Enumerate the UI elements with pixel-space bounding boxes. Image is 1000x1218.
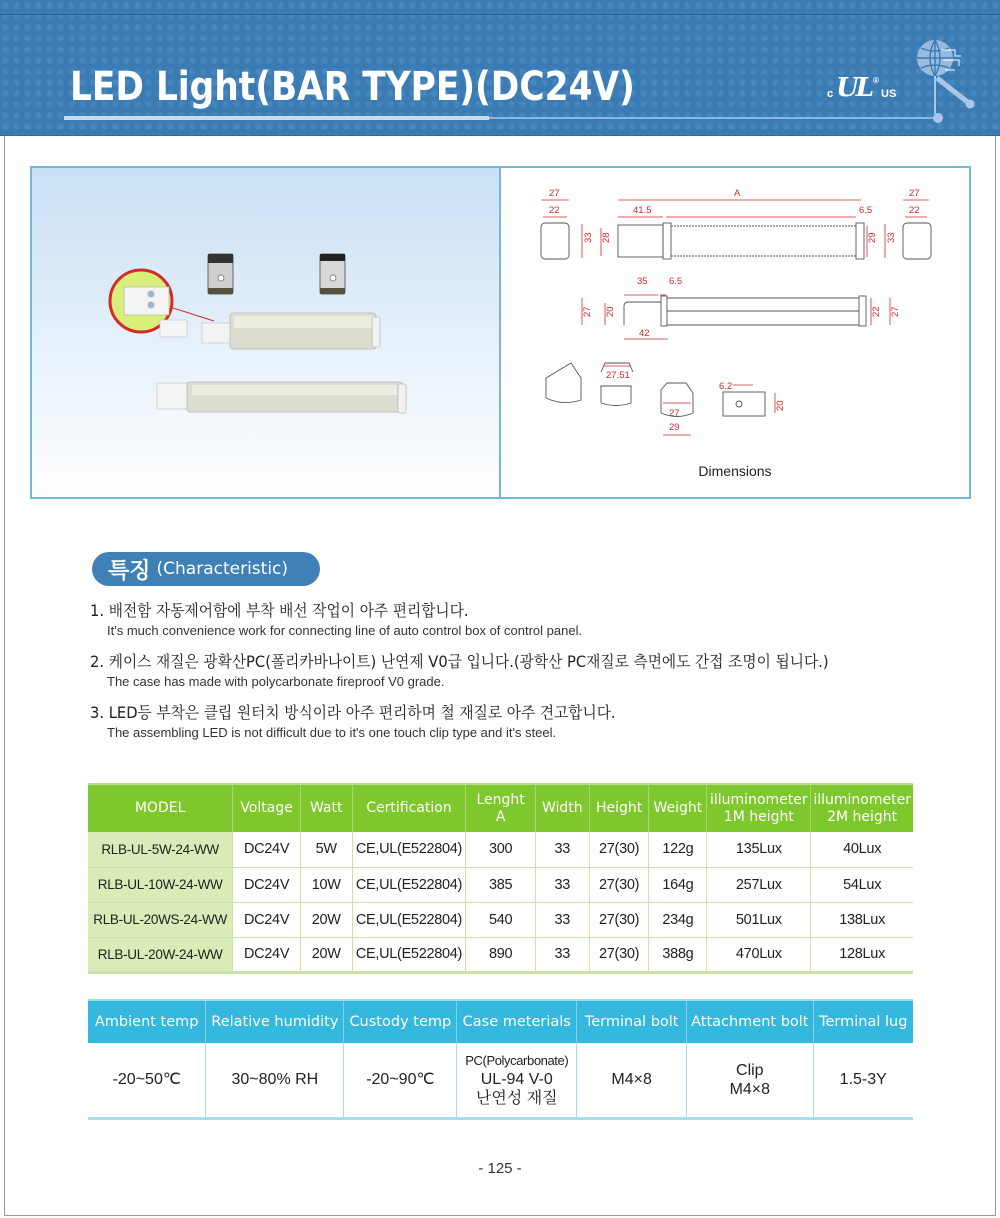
cell-height: 27(30) xyxy=(589,902,649,937)
cell-model: RLB-UL-20WS-24-WW xyxy=(88,902,233,937)
table-row xyxy=(88,937,913,972)
characteristic-item xyxy=(90,651,950,690)
cell-model: RLB-UL-5W-24-WW xyxy=(88,832,233,867)
cell-certification: CE,UL(E522804) xyxy=(352,937,466,972)
table-row xyxy=(88,902,913,937)
cell-illuminometer-2m: 138Lux xyxy=(811,902,913,937)
cell-voltage: DC24V xyxy=(233,937,301,972)
svg-text:27: 27 xyxy=(909,188,920,199)
svg-text:22: 22 xyxy=(909,205,920,216)
cell-height: 27(30) xyxy=(589,832,649,867)
cell-illuminometer-1m: 257Lux xyxy=(707,867,811,902)
cell-terminal-lug: 1.5-3Y xyxy=(813,1043,913,1118)
svg-text:20: 20 xyxy=(605,306,616,317)
cell-height: 27(30) xyxy=(589,937,649,972)
svg-text:27: 27 xyxy=(890,306,901,317)
page-title: LED Light(BAR TYPE)(DC24V) xyxy=(70,64,635,110)
dimensions-diagram xyxy=(500,166,971,499)
column-header-illuminometer-1m: illuminometer 1M height xyxy=(707,784,811,832)
column-header-custody-temp: Custody temp xyxy=(344,1000,457,1043)
column-header-length: Lenght A xyxy=(466,784,536,832)
column-header-case-materials: Case meterials xyxy=(457,1000,577,1043)
cell-length: 890 xyxy=(466,937,536,972)
cell-certification: CE,UL(E522804) xyxy=(352,902,466,937)
cell-height: 27(30) xyxy=(589,867,649,902)
cell-certification: CE,UL(E522804) xyxy=(352,867,466,902)
characteristic-item-en: The case has made with polycarbonate fireproof V0 grade. xyxy=(107,674,445,689)
cell-ambient-temp: -20~50℃ xyxy=(88,1043,206,1118)
svg-text:33: 33 xyxy=(583,232,594,243)
column-header-height: Height xyxy=(589,784,649,832)
environment-table-header xyxy=(88,1000,913,1043)
svg-text:29: 29 xyxy=(669,422,680,433)
cell-watt: 10W xyxy=(300,867,352,902)
cell-watt: 5W xyxy=(300,832,352,867)
cell-watt: 20W xyxy=(300,937,352,972)
cell-terminal-bolt: M4×8 xyxy=(577,1043,687,1118)
cell-model: RLB-UL-20W-24-WW xyxy=(88,937,233,972)
page-number: - 125 - xyxy=(478,1160,522,1177)
characteristic-item xyxy=(90,600,950,639)
svg-text:41.5: 41.5 xyxy=(633,205,652,216)
column-header-weight: Weight xyxy=(649,784,707,832)
characteristic-item-ko: 2. 케이스 재질은 광확산PC(폴리카바나이트) 난연제 V0급 입니다.(광학산 PC재질로 측면에도 간접 조명이 됩니다.) xyxy=(90,652,829,671)
column-header-terminal-lug: Terminal lug xyxy=(813,1000,913,1043)
cell-width: 33 xyxy=(535,832,589,867)
column-header-voltage: Voltage xyxy=(233,784,301,832)
cell-illuminometer-1m: 135Lux xyxy=(707,832,811,867)
svg-text:A: A xyxy=(734,188,741,199)
svg-text:22: 22 xyxy=(871,306,882,317)
cell-weight: 122g xyxy=(649,832,707,867)
cell-illuminometer-1m: 501Lux xyxy=(707,902,811,937)
ul-mark-logo: UL xyxy=(836,73,872,103)
cell-illuminometer-2m: 40Lux xyxy=(811,832,913,867)
cell-custody-temp: -20~90℃ xyxy=(344,1043,457,1118)
dimension-drawing xyxy=(501,168,971,458)
svg-text:6.5: 6.5 xyxy=(669,276,683,287)
cell-case-materials xyxy=(457,1043,577,1118)
dimensions-caption: Dimensions xyxy=(698,463,772,479)
cell-illuminometer-1m: 470Lux xyxy=(707,937,811,972)
ul-mark-prefix: c xyxy=(827,88,834,100)
spec-table-header xyxy=(88,784,913,832)
cell-relative-humidity: 30~80% RH xyxy=(206,1043,344,1118)
case-material-line: PC(Polycarbonate) xyxy=(465,1053,569,1069)
column-header-watt: Watt xyxy=(300,784,352,832)
cell-watt: 20W xyxy=(300,902,352,937)
column-header-terminal-bolt: Terminal bolt xyxy=(577,1000,687,1043)
characteristic-item-ko: 1. 배전함 자동제어함에 부착 배선 작업이 아주 편리합니다. xyxy=(90,601,469,620)
table-row xyxy=(88,867,913,902)
svg-text:35: 35 xyxy=(637,276,648,287)
ul-certification-mark-icon xyxy=(827,73,897,103)
header-banner xyxy=(0,0,1000,136)
column-header-model: MODEL xyxy=(88,784,233,832)
column-header-width: Width xyxy=(535,784,589,832)
table-row xyxy=(88,1043,913,1118)
title-underline xyxy=(64,116,489,120)
banner-top-line xyxy=(0,14,1000,15)
ul-mark-registered: ® xyxy=(873,76,879,85)
spec-table xyxy=(88,783,913,974)
column-header-ambient-temp: Ambient temp xyxy=(88,1000,206,1043)
cell-certification: CE,UL(E522804) xyxy=(352,832,466,867)
case-material-line: 난연성 재질 xyxy=(475,1090,558,1108)
cell-length: 300 xyxy=(466,832,536,867)
characteristic-heading-en: (Characteristic) xyxy=(156,559,289,579)
dim-label: 27 xyxy=(549,188,560,199)
characteristic-list xyxy=(90,600,950,753)
cell-voltage: DC24V xyxy=(233,832,301,867)
cell-width: 33 xyxy=(535,902,589,937)
svg-text:27.51: 27.51 xyxy=(606,370,630,381)
svg-text:6.2: 6.2 xyxy=(719,381,733,392)
attachment-bolt-line: M4×8 xyxy=(729,1080,771,1098)
globe-circuit-icon xyxy=(915,36,977,116)
cell-voltage: DC24V xyxy=(233,867,301,902)
svg-text:20: 20 xyxy=(775,400,786,411)
column-header-illuminometer-2m: illuminometer 2M height xyxy=(811,784,913,832)
svg-text:22: 22 xyxy=(549,205,560,216)
title-underline-extension xyxy=(489,117,937,119)
cell-model: RLB-UL-10W-24-WW xyxy=(88,867,233,902)
cell-attachment-bolt xyxy=(687,1043,813,1118)
cell-weight: 234g xyxy=(649,902,707,937)
characteristic-heading xyxy=(92,552,320,586)
svg-text:6.5: 6.5 xyxy=(859,205,873,216)
cell-width: 33 xyxy=(535,867,589,902)
characteristic-item-en: The assembling LED is not difficult due to it's one touch clip type and it's steel. xyxy=(107,725,557,740)
characteristic-item-en: It's much convenience work for connecting line of auto control box of control panel. xyxy=(107,623,583,638)
svg-text:29: 29 xyxy=(867,232,878,243)
cell-voltage: DC24V xyxy=(233,902,301,937)
environment-table xyxy=(88,999,913,1120)
product-photo-illustration xyxy=(32,168,499,497)
product-photo xyxy=(30,166,501,499)
cell-length: 385 xyxy=(466,867,536,902)
characteristic-item xyxy=(90,702,950,741)
column-header-relative-humidity: Relative humidity xyxy=(206,1000,344,1043)
svg-text:42: 42 xyxy=(639,328,650,339)
cell-weight: 388g xyxy=(649,937,707,972)
svg-text:33: 33 xyxy=(886,232,897,243)
svg-text:28: 28 xyxy=(601,232,612,243)
case-material-line: UL-94 V-0 xyxy=(480,1071,553,1089)
cell-length: 540 xyxy=(466,902,536,937)
column-header-certification: Certification xyxy=(352,784,466,832)
table-row xyxy=(88,832,913,867)
characteristic-item-ko: 3. LED등 부착은 클립 원터치 방식이라 아주 편리하며 철 재질로 아주 견고합니다. xyxy=(90,703,616,722)
svg-text:27: 27 xyxy=(582,306,593,317)
attachment-bolt-line: Clip xyxy=(736,1061,764,1079)
characteristic-heading-ko: 특징 xyxy=(108,558,151,584)
cell-weight: 164g xyxy=(649,867,707,902)
cell-width: 33 xyxy=(535,937,589,972)
cell-illuminometer-2m: 128Lux xyxy=(811,937,913,972)
cell-illuminometer-2m: 54Lux xyxy=(811,867,913,902)
column-header-attachment-bolt: Attachment bolt xyxy=(687,1000,813,1043)
mounting-clip-icon xyxy=(320,254,345,294)
ul-mark-suffix: US xyxy=(881,88,897,100)
mounting-clip-icon xyxy=(208,254,233,294)
svg-text:27: 27 xyxy=(669,408,680,419)
